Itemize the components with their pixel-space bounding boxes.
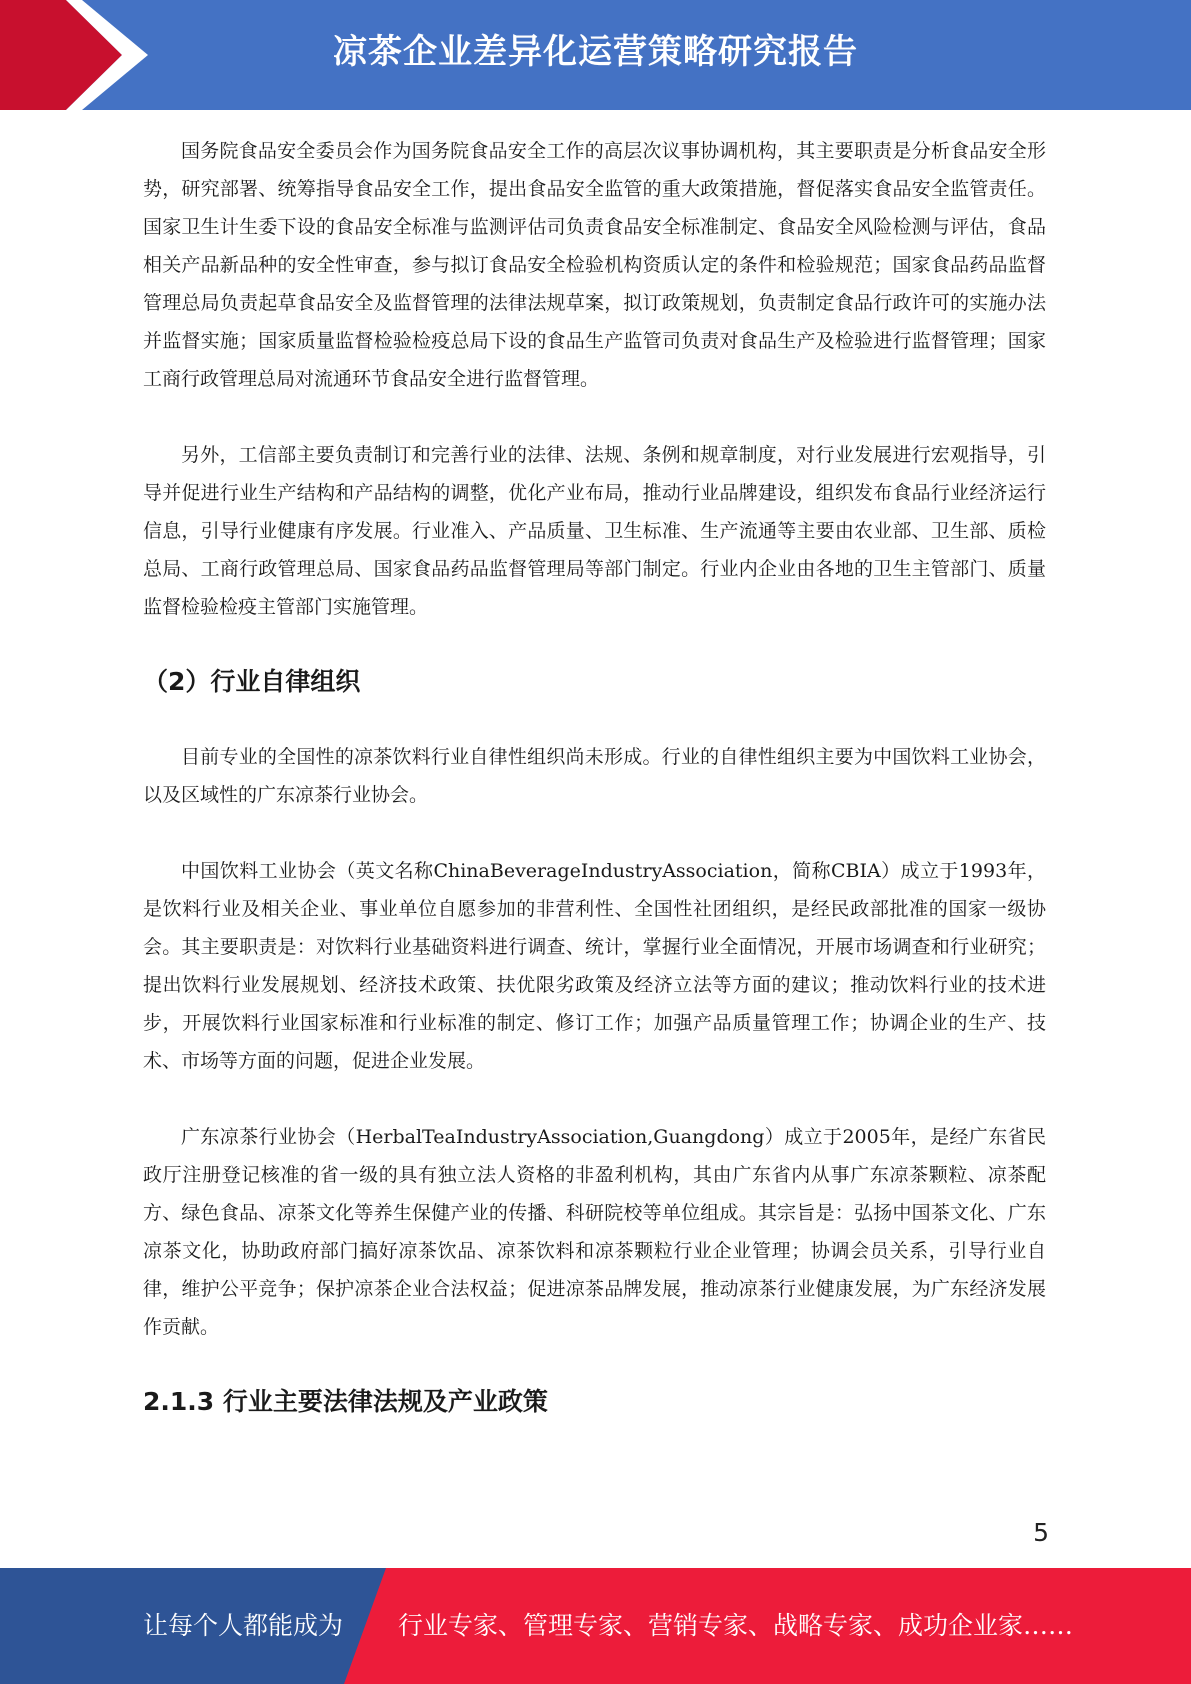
- paragraph-cbia: 中国饮料工业协会（英文名称ChinaBeverageIndustryAssociation，简称CBIA）成立于1993年，是饮料行业及相关企业、事业单位自愿参加的非营利性、全国性社团组织，是经民政部批准的国家一级协会。其主要职责是：对饮料行业基础资料进行调查、统计，掌握行业全面情况，开展市场调查和行业研究；提出饮料行业发展规划、经济技术政策、扶优限劣政策及经济立法等方面的建议；推动饮料行业的技术进步，开展饮料行业国家标准和行业标准的制定、修订工作；加强产品质量管理工作；协调企业的生产、技术、市场等方面的问题，促进企业发展。: [143, 860, 1046, 1072]
- paragraph-food-safety-committee: 国务院食品安全委员会作为国务院食品安全工作的高层次议事协调机构，其主要职责是分析食品安全形势，研究部署、统筹指导食品安全工作，提出食品安全监管的重大政策措施，督促落实食品安全监管责任。国家卫生计生委下设的食品安全标准与监测评估司负责食品安全标准制定、食品安全风险检测与评估，食品相关产品新品种的安全性审查，参与拟订食品安全检验机构资质认定的条件和检验规范；国家食品药品监督管理总局负责起草食品安全及监督管理的法律法规草案，拟订政策规划，负责制定食品行政许可的实施办法并监督实施；国家质量监督检验检疫总局下设的食品生产监管司负责对食品生产及检验进行监督管理；国家工商行政管理总局对流通环节食品安全进行监督管理。: [143, 140, 1046, 390]
- footer-slogan-right: 行业专家、管理专家、营销专家、战略专家、成功企业家……: [398, 1611, 1074, 1640]
- section-heading-laws-policies: 2.1.3 行业主要法律法规及产业政策: [143, 1387, 548, 1416]
- main-content: [143, 132, 1046, 1418]
- footer-slogan-left: 让每个人都能成为: [143, 1611, 344, 1640]
- paragraph-miit-duties: 另外，工信部主要负责制订和完善行业的法律、法规、条例和规章制度，对行业发展进行宏观指导，引导并促进行业生产结构和产品结构的调整，优化产业布局，推动行业品牌建设，组织发布食品行业经济运行信息，引导行业健康有序发展。行业准入、产品质量、卫生标准、生产流通等主要由农业部、卫生部、质检总局、工商行政管理总局、国家食品药品监督管理局等部门制定。行业内企业由各地的卫生主管部门、质量监督检验检疫主管部门实施管理。: [143, 444, 1046, 618]
- header-banner: [0, 0, 1191, 110]
- paragraph-self-regulation-intro: 目前专业的全国性的凉茶饮料行业自律性组织尚未形成。行业的自律性组织主要为中国饮料工业协会，以及区域性的广东凉茶行业协会。: [143, 746, 1046, 806]
- report-title: 凉茶企业差异化运营策略研究报告: [333, 32, 858, 72]
- section-heading-self-regulation: （2）行业自律组织: [143, 667, 361, 696]
- paragraph-guangdong-association: 广东凉茶行业协会（HerbalTeaIndustryAssociation,Guangdong）成立于2005年，是经广东省民政厅注册登记核准的省一级的具有独立法人资格的非盈利机构，其由广东省内从事广东凉茶颗粒、凉茶配方、绿色食品、凉茶文化等养生保健产业的传播、科研院校等单位组成。其宗旨是：弘扬中国茶文化、广东凉茶文化，协助政府部门搞好凉茶饮品、凉茶饮料和凉茶颗粒行业企业管理；协调会员关系，引导行业自律，维护公平竞争；保护凉茶企业合法权益；促进凉茶品牌发展，推动凉茶行业健康发展，为广东经济发展作贡献。: [143, 1126, 1046, 1338]
- footer-banner: [0, 1568, 1191, 1684]
- page-number: 5: [1033, 1518, 1049, 1547]
